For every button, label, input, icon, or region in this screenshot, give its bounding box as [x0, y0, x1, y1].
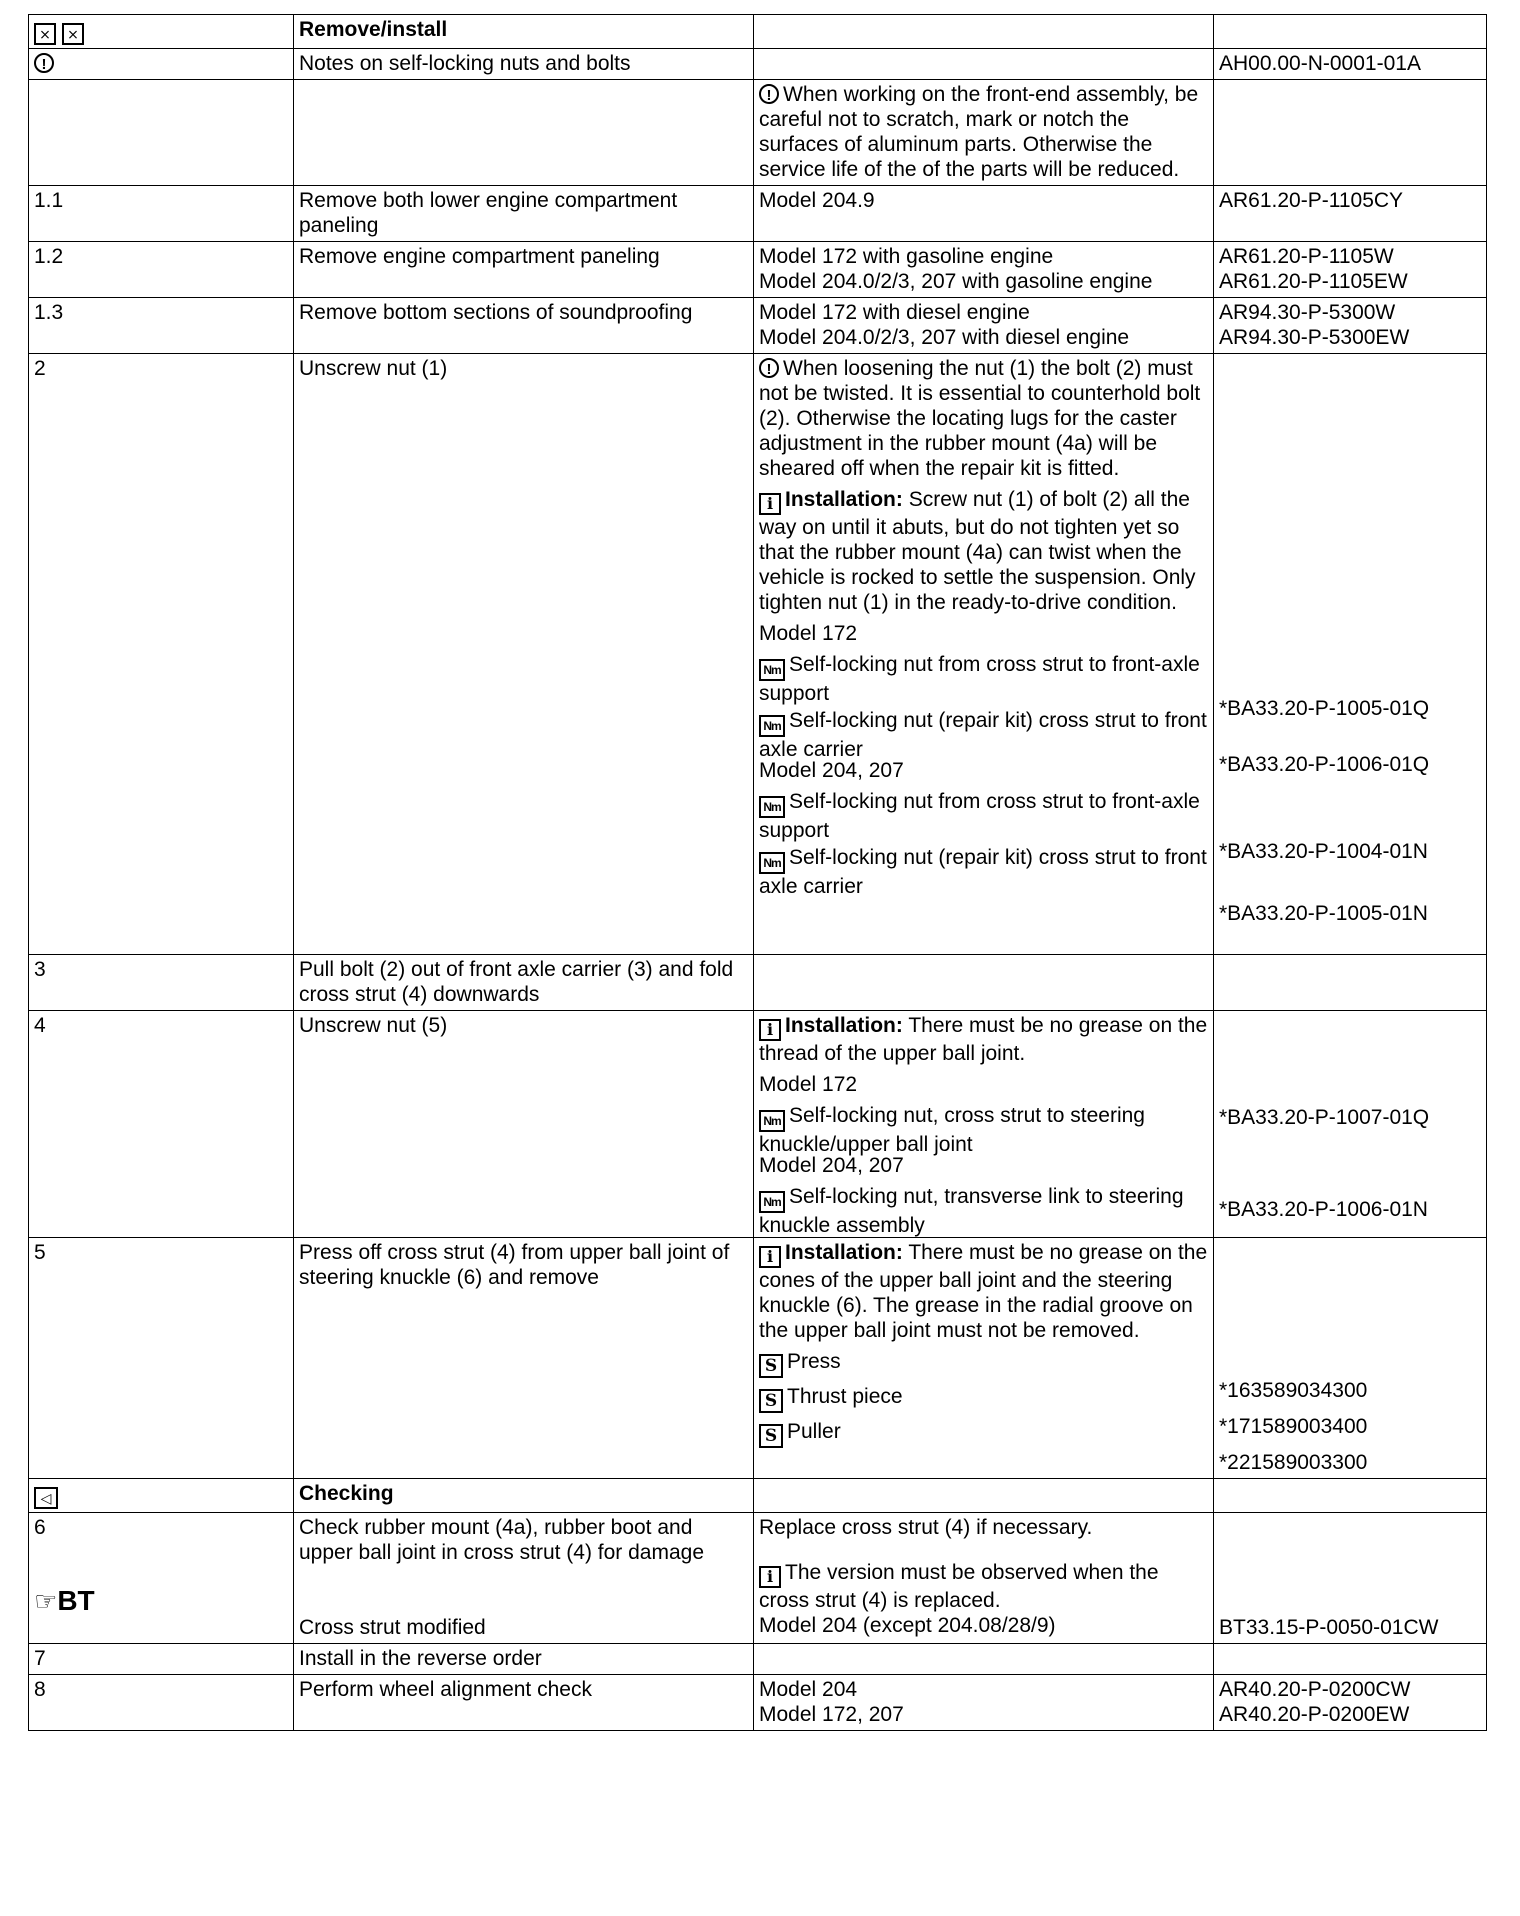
step-label: Notes on self-locking nuts and bolts: [294, 49, 754, 80]
remove-icon: ⨯: [34, 23, 56, 45]
torque-text: Self-locking nut (repair kit) cross strut to front axle carrier: [759, 846, 1207, 898]
step-label: Remove engine compartment paneling: [294, 242, 754, 298]
reference-link[interactable]: *BA33.20-P-1006-01Q: [1219, 753, 1430, 776]
step-number: 4: [29, 1011, 294, 1238]
step-number: 5: [29, 1238, 294, 1479]
table-row: [29, 186, 1487, 242]
model-text: Model 204.0/2/3, 207 with gasoline engine: [759, 270, 1153, 293]
installation-text: There must be no grease on the thread of the upper ball joint.: [759, 1014, 1208, 1065]
step-number: 3: [29, 955, 294, 1011]
model-text: Model 204 (except 204.08/28/9): [759, 1614, 1056, 1637]
table-row: [29, 242, 1487, 298]
checking-icon: ◁: [34, 1487, 58, 1509]
step-label: Perform wheel alignment check: [294, 1675, 754, 1731]
installation-label: Installation:: [785, 1241, 903, 1264]
step-label: Remove bottom sections of soundproofing: [294, 298, 754, 354]
caution-text: When loosening the nut (1) the bolt (2) must not be twisted. It is essential to counterhold bolt (2). Otherwise the locating lugs for the caster adjustment in the rubber mount (4a) will be sheared off when the repair kit is fitted.: [759, 357, 1201, 480]
reference-link[interactable]: AR40.20-P-0200CW: [1219, 1678, 1411, 1701]
special-tool-icon: S: [759, 1424, 783, 1448]
table-row: [29, 298, 1487, 354]
step-label: Cross strut modified: [299, 1616, 486, 1639]
table-row: [29, 15, 1487, 49]
step-label: Check rubber mount (4a), rubber boot and upper ball joint in cross strut (4) for damage: [299, 1516, 705, 1564]
model-text: Model 204, 207: [759, 759, 904, 782]
info-icon: i: [759, 493, 781, 515]
step-number: 8: [29, 1675, 294, 1731]
reference-link[interactable]: AH00.00-N-0001-01A: [1214, 49, 1487, 80]
special-tool-icon: S: [759, 1354, 783, 1378]
table-row: [29, 955, 1487, 1011]
caution-icon: [759, 84, 779, 104]
step-label: Press off cross strut (4) from upper ball joint of steering knuckle (6) and remove: [294, 1238, 754, 1479]
model-text: Model 172 with diesel engine: [759, 301, 1030, 324]
info-text: The version must be observed when the cross strut (4) is replaced.: [759, 1561, 1159, 1612]
table-row: [29, 354, 1487, 955]
reference-link[interactable]: AR61.20-P-1105W: [1219, 245, 1394, 268]
model-text: Model 204.0/2/3, 207 with diesel engine: [759, 326, 1130, 349]
step-number: 7: [29, 1644, 294, 1675]
step-label: Unscrew nut (1): [294, 354, 754, 955]
reference-link[interactable]: *163589034300: [1219, 1379, 1368, 1402]
torque-icon: Nm: [759, 715, 785, 737]
torque-icon: Nm: [759, 796, 785, 818]
model-text: Model 204.9: [754, 186, 1214, 242]
torque-icon: Nm: [759, 659, 785, 681]
tool-name: Press: [787, 1350, 841, 1373]
reference-link[interactable]: *BA33.20-P-1004-01N: [1219, 840, 1428, 863]
caution-icon: [759, 358, 779, 378]
bulletin-hand-icon: ☞: [34, 1586, 58, 1616]
torque-text: Self-locking nut, cross strut to steering knuckle/upper ball joint: [759, 1104, 1145, 1156]
table-row: [29, 1011, 1487, 1238]
step-number: 2: [29, 354, 294, 955]
model-text: Model 172: [759, 622, 858, 645]
table-row: [29, 1238, 1487, 1479]
step-number: 1.2: [29, 242, 294, 298]
step-label: Remove both lower engine compartment paneling: [294, 186, 754, 242]
step-label: Unscrew nut (5): [294, 1011, 754, 1238]
table-row: [29, 1644, 1487, 1675]
torque-text: Self-locking nut (repair kit) cross strut to front axle carrier: [759, 709, 1207, 761]
reference-link[interactable]: AR40.20-P-0200EW: [1219, 1703, 1410, 1726]
reference-link[interactable]: *BA33.20-P-1006-01N: [1219, 1198, 1428, 1221]
torque-icon: Nm: [759, 852, 785, 874]
info-icon: i: [759, 1566, 781, 1588]
table-row: [29, 1675, 1487, 1731]
reference-link[interactable]: *171589003400: [1219, 1415, 1368, 1438]
model-text: Model 204: [759, 1678, 858, 1701]
note-text: Replace cross strut (4) if necessary.: [759, 1516, 1093, 1539]
installation-text: There must be no grease on the cones of the upper ball joint and the steering knuckle (6). The grease in the radial groove on the upper ball joint must not be removed.: [759, 1241, 1208, 1342]
reference-link[interactable]: *BA33.20-P-1005-01Q: [1219, 697, 1430, 720]
table-row: [29, 49, 1487, 80]
torque-icon: Nm: [759, 1191, 785, 1213]
section-title: Remove/install: [294, 15, 754, 49]
torque-text: Self-locking nut from cross strut to front-axle support: [759, 653, 1200, 705]
table-row: [29, 1513, 1487, 1644]
step-label: Install in the reverse order: [294, 1644, 754, 1675]
installation-label: Installation:: [785, 1014, 903, 1037]
installation-text: Screw nut (1) of bolt (2) all the way on until it abuts, but do not tighten yet so that the rubber mount (4a) can twist when the vehicle is rocked to settle the suspension. Only tighten nut (1) in the ready-to-drive condition.: [759, 488, 1196, 614]
bulletin-label: BT: [57, 1585, 95, 1616]
torque-icon: Nm: [759, 1110, 785, 1132]
torque-text: Self-locking nut, transverse link to steering knuckle assembly: [759, 1185, 1184, 1237]
reference-link[interactable]: AR61.20-P-1105CY: [1214, 186, 1487, 242]
reference-link[interactable]: *221589003300: [1219, 1451, 1368, 1474]
table-row: [29, 80, 1487, 186]
reference-link[interactable]: *BA33.20-P-1005-01N: [1219, 902, 1428, 925]
reference-link[interactable]: AR61.20-P-1105EW: [1219, 270, 1408, 293]
reference-link[interactable]: *BA33.20-P-1007-01Q: [1219, 1106, 1430, 1129]
reference-link[interactable]: AR94.30-P-5300W: [1219, 301, 1396, 324]
model-text: Model 204, 207: [759, 1154, 904, 1177]
caution-text: When working on the front-end assembly, be careful not to scratch, mark or notch the surfaces of aluminum parts. Otherwise the service life of the of the parts will be reduced.: [759, 83, 1199, 181]
procedure-table: [28, 14, 1487, 1731]
tool-name: Thrust piece: [787, 1385, 903, 1408]
special-tool-icon: S: [759, 1389, 783, 1413]
section-title: Checking: [294, 1479, 754, 1513]
torque-text: Self-locking nut from cross strut to front-axle support: [759, 790, 1200, 842]
reference-link[interactable]: BT33.15-P-0050-01CW: [1219, 1616, 1439, 1639]
reference-link[interactable]: AR94.30-P-5300EW: [1219, 326, 1410, 349]
table-row: [29, 1479, 1487, 1513]
installation-label: Installation:: [785, 488, 903, 511]
info-icon: i: [759, 1246, 781, 1268]
model-text: Model 172 with gasoline engine: [759, 245, 1054, 268]
tool-name: Puller: [787, 1420, 841, 1443]
step-number: 6: [34, 1516, 46, 1539]
install-icon: ⨯: [62, 23, 84, 45]
notes-icon: [34, 53, 54, 73]
step-label: Pull bolt (2) out of front axle carrier (3) and fold cross strut (4) downwards: [294, 955, 754, 1011]
model-text: Model 172: [759, 1073, 858, 1096]
step-number: 1.3: [29, 298, 294, 354]
step-number: 1.1: [29, 186, 294, 242]
info-icon: i: [759, 1019, 781, 1041]
model-text: Model 172, 207: [759, 1703, 904, 1726]
